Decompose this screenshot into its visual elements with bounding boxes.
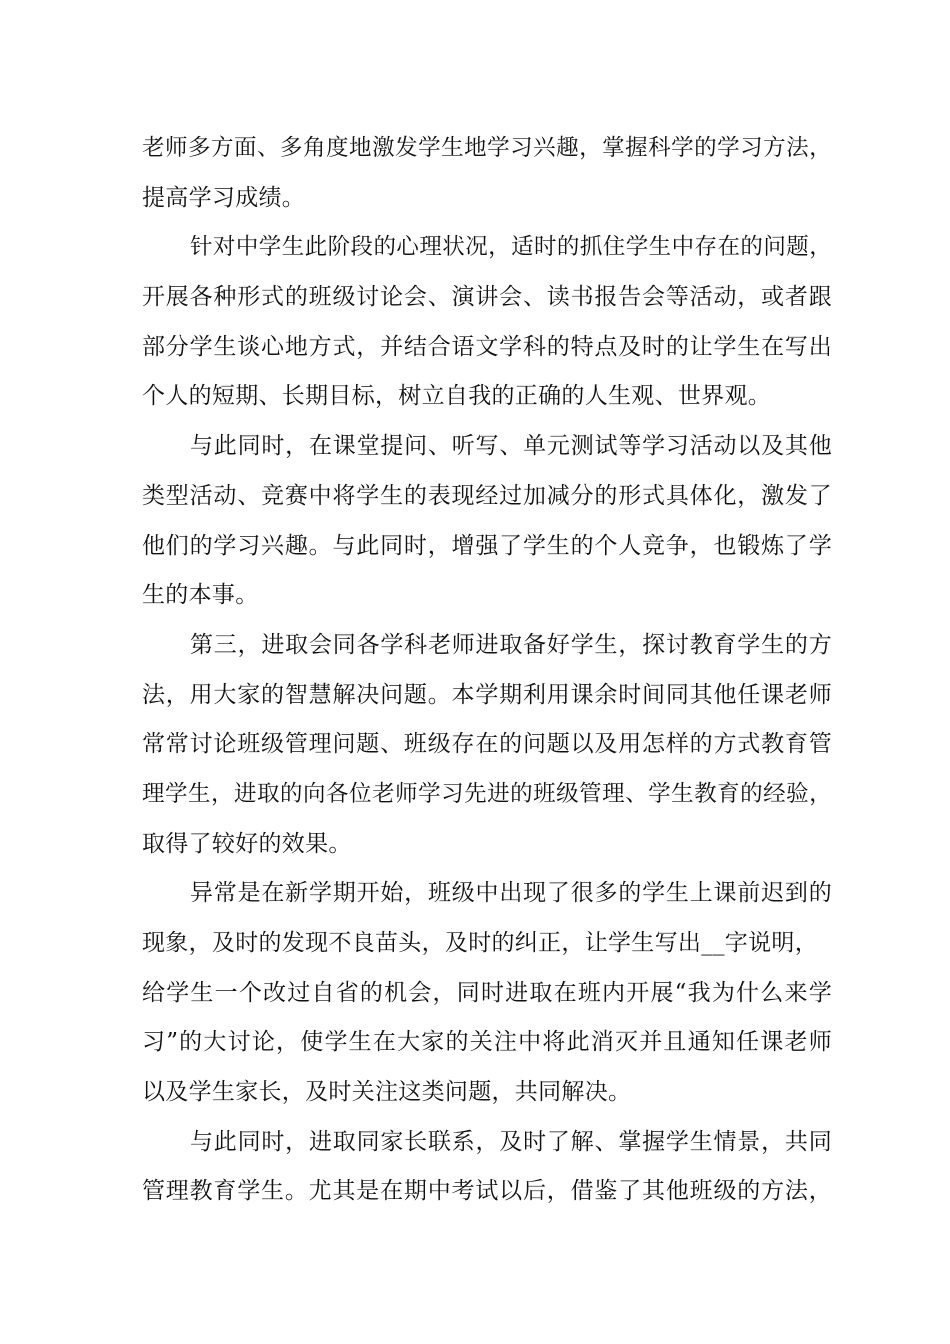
text-line: 老师多方面、多角度地激发学生地学习兴趣，掌握科学的学习方法， — [142, 135, 832, 161]
text-line: 他们的学习兴趣。与此同时，增强了学生的个人竞争，也锻炼了学 — [142, 532, 832, 559]
text-line: 部分学生谈心地方式，并结合语文学科的特点及时的让学生在写出 — [142, 333, 832, 360]
paragraph-first-line: 与此同时，进取同家长联系，及时了解、掌握学生情景，共同 — [190, 1128, 832, 1155]
document-body — [142, 130, 832, 1223]
text-line: 常常讨论班级管理问题、班级存在的问题以及用怎样的方式教育管 — [142, 731, 832, 758]
paragraph-first-line: 与此同时，在课堂提问、听写、单元测试等学习活动以及其他 — [190, 433, 832, 460]
text-line: 开展各种形式的班级讨论会、演讲会、读书报告会等活动，或者跟 — [142, 284, 832, 311]
text-line: 管理教育学生。尤其是在期中考试以后，借鉴了其他班级的方法， — [142, 1178, 832, 1205]
paragraph-first-line: 异常是在新学期开始，班级中出现了很多的学生上课前迟到的 — [190, 880, 832, 907]
text-line: 现象，及时的发现不良苗头，及时的纠正，让学生写出__字说明， — [142, 930, 818, 956]
text-line: 类型活动、竞赛中将学生的表现经过加减分的形式具体化，激发了 — [142, 482, 832, 509]
text-line: 个人的短期、长期目标，树立自我的正确的人生观、世界观。 — [142, 383, 772, 410]
text-line: 提高学习成绩。 — [142, 184, 306, 211]
text-line: 以及学生家长，及时关注这类问题，共同解决。 — [142, 1079, 632, 1106]
text-line: 取得了较好的效果。 — [142, 830, 352, 857]
text-line: 给学生一个改过自省的机会，同时进取在班内开展“我为什么来学 — [142, 979, 832, 1006]
text-line: 习”的大讨论，使学生在大家的关注中将此消灭并且通知任课老师 — [142, 1029, 832, 1056]
paragraph-first-line: 针对中学生此阶段的心理状况，适时的抓住学生中存在的问题， — [190, 234, 832, 261]
text-line: 生的本事。 — [142, 582, 259, 609]
text-line: 法，用大家的智慧解决问题。本学期利用课余时间同其他任课老师 — [142, 681, 832, 708]
text-line: 理学生，进取的向各位老师学习先进的班级管理、学生教育的经验， — [142, 780, 832, 807]
paragraph-first-line: 第三，进取会同各学科老师进取备好学生，探讨教育学生的方 — [190, 631, 832, 658]
